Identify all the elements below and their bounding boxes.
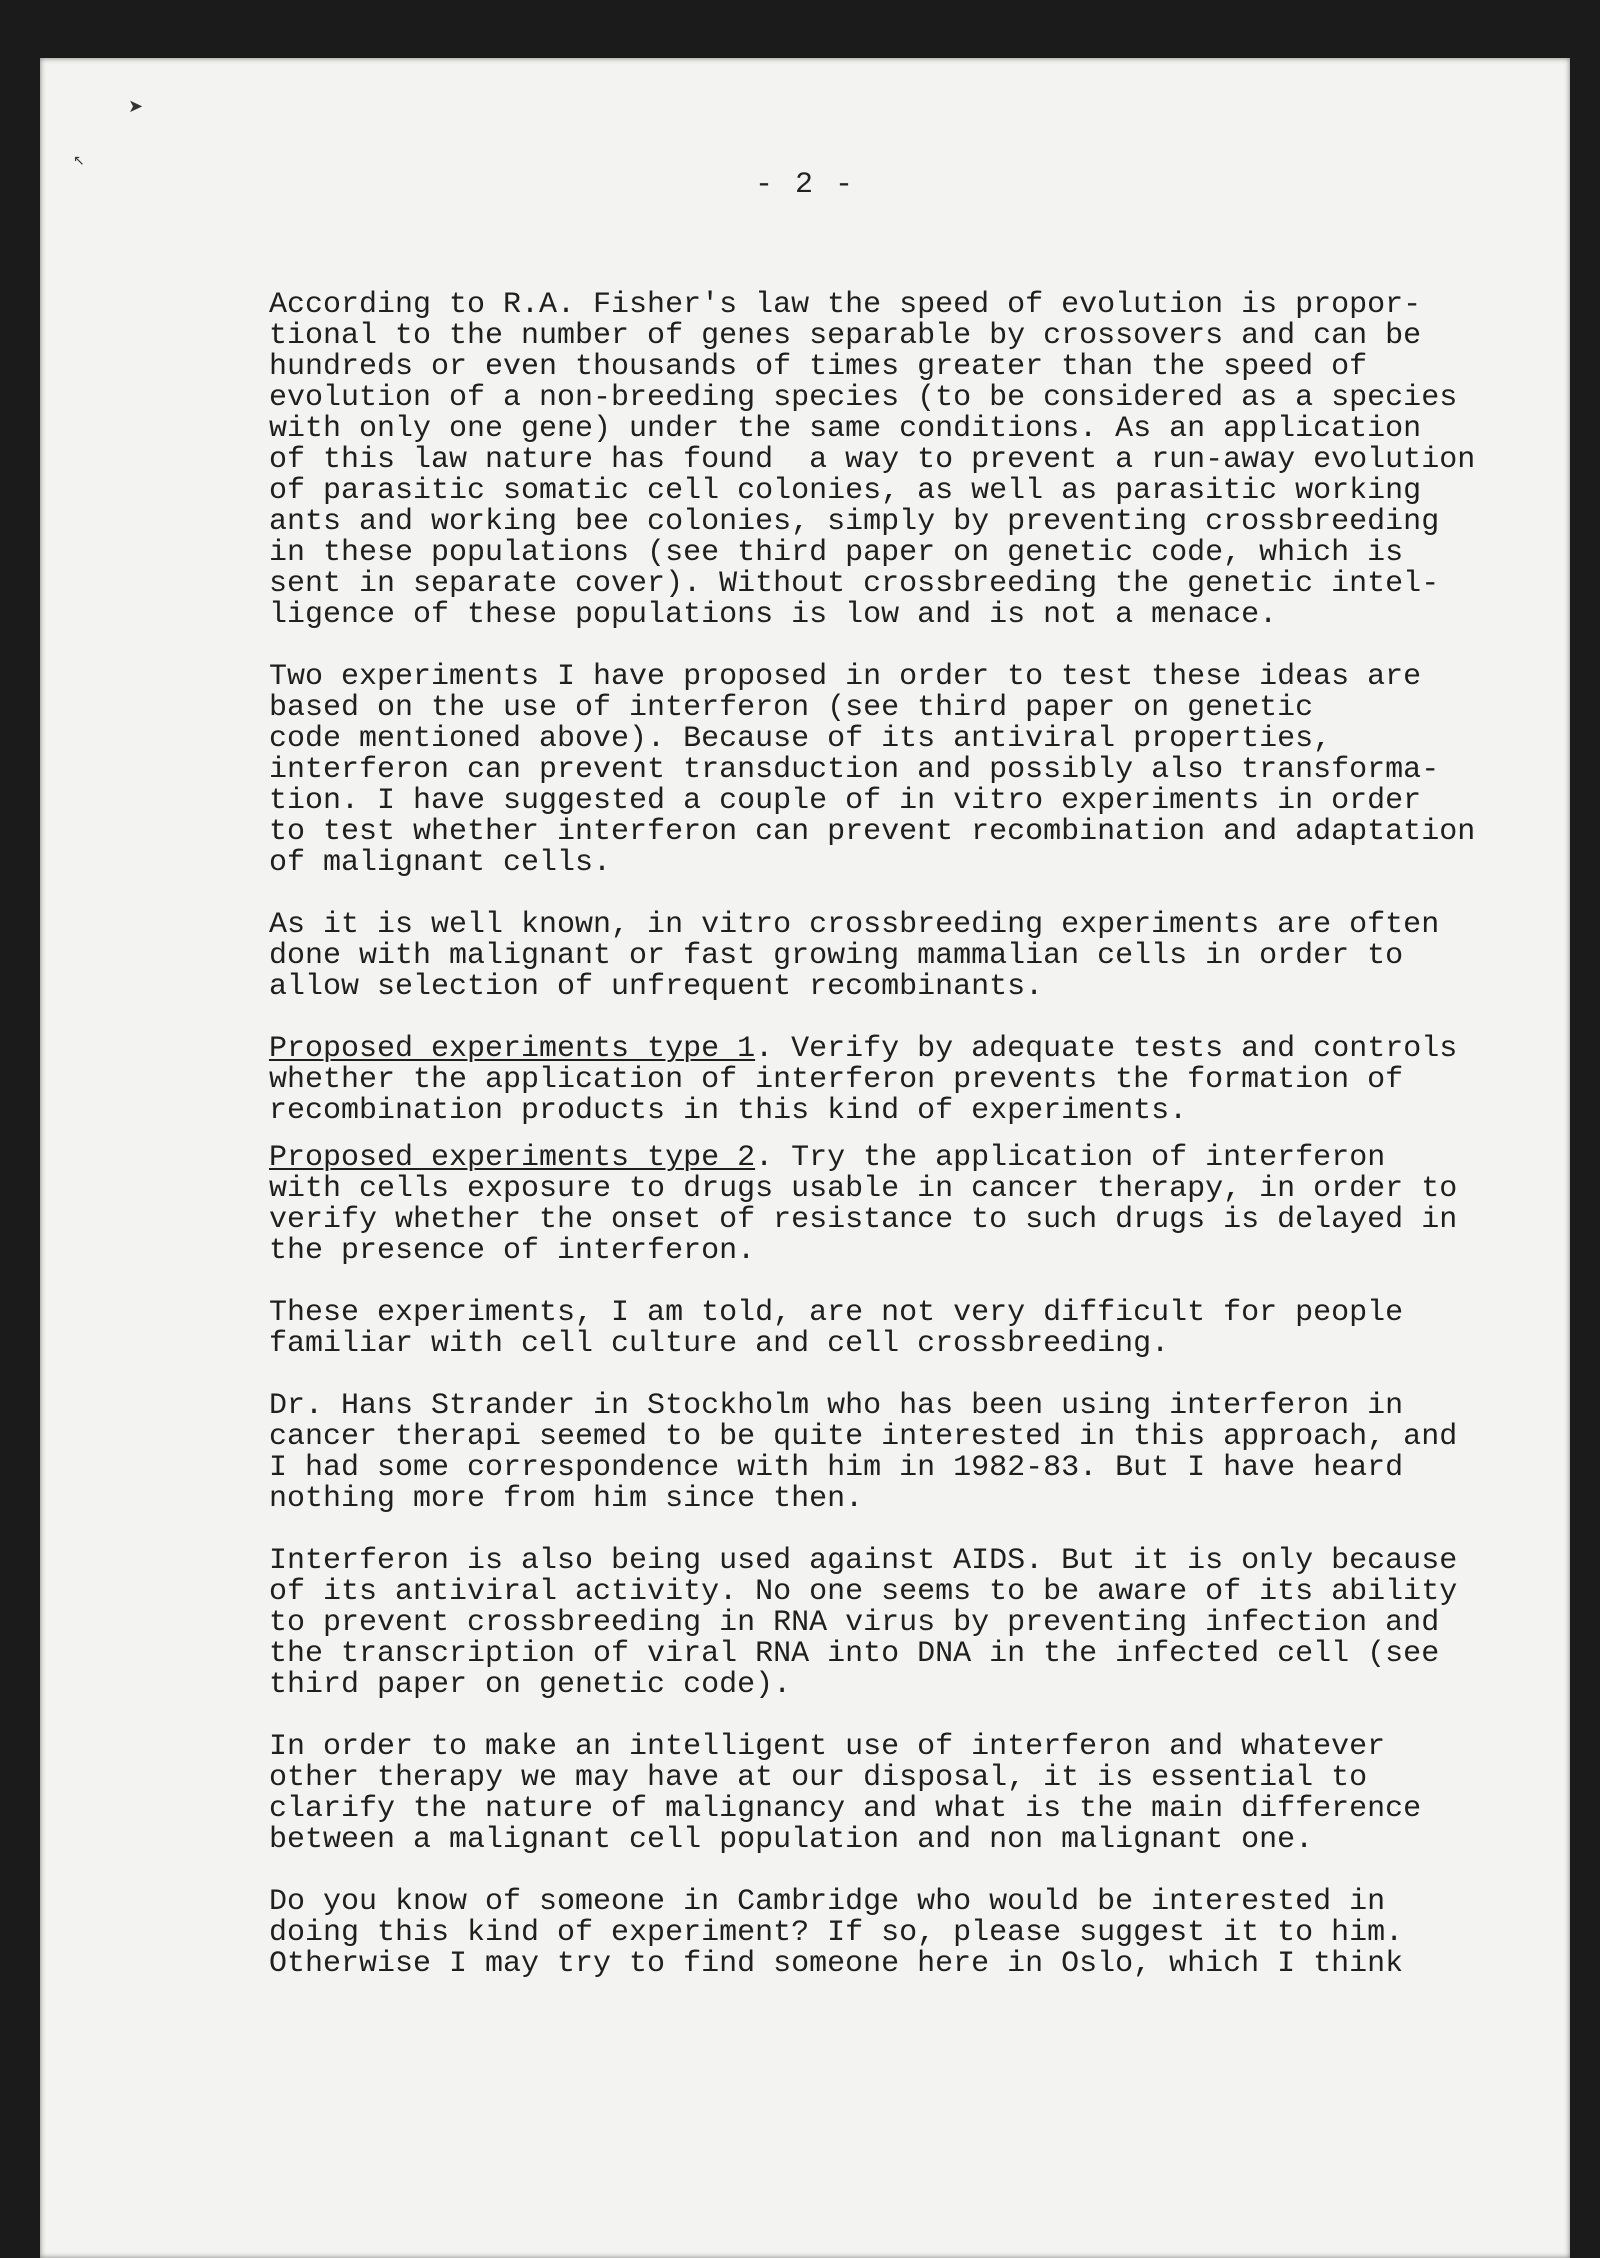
page-number: - 2 - <box>754 168 855 202</box>
text-line: done with malignant or fast growing mammalian cells in order to <box>269 939 1404 973</box>
text-line: of parasitic somatic cell colonies, as well as parasitic working <box>269 474 1422 508</box>
text-line: Do you know of someone in Cambridge who would be interested in <box>269 1885 1386 1919</box>
text-line: clarify the nature of malignancy and what is the main difference <box>269 1792 1422 1826</box>
paragraph-malignancy <box>269 1732 1559 1856</box>
text-line: tion. I have suggested a couple of in vitro experiments in order <box>269 784 1422 818</box>
text-line: doing this kind of experiment? If so, please suggest it to him. <box>269 1916 1404 1950</box>
text-line: of its antiviral activity. No one seems to be aware of its ability <box>269 1575 1458 1609</box>
text-line: recombination products in this kind of experiments. <box>269 1094 1188 1128</box>
text-line: other therapy we may have at our disposal, it is essential to <box>269 1761 1368 1795</box>
text-line: I had some correspondence with him in 1982-83. But I have heard <box>269 1451 1404 1485</box>
text-line: ligence of these populations is low and is not a menace. <box>269 598 1278 632</box>
paragraph-two-experiments <box>269 662 1559 879</box>
experiment-heading: Proposed experiments type 1 <box>269 1032 756 1066</box>
text-line: hundreds or even thousands of times greater than the speed of <box>269 350 1368 384</box>
text-line: These experiments, I am told, are not very difficult for people <box>269 1296 1404 1330</box>
text-line: Otherwise I may try to find someone here in Oslo, which I think <box>269 1947 1404 1981</box>
paragraph-cambridge <box>269 1887 1559 1980</box>
text-line: of malignant cells. <box>269 846 612 880</box>
text-line: tional to the number of genes separable by crossovers and can be <box>269 319 1422 353</box>
text-line: familiar with cell culture and cell crossbreeding. <box>269 1327 1170 1361</box>
text-line: verify whether the onset of resistance to such drugs is delayed in <box>269 1203 1458 1237</box>
heading-rest: . Try the application of interferon <box>755 1141 1386 1175</box>
text-line: nothing more from him since then. <box>269 1482 864 1516</box>
experiment-heading: Proposed experiments type 2 <box>269 1141 756 1175</box>
pencil-mark: ↖ <box>73 153 85 169</box>
text-line <box>269 1143 1559 1174</box>
text-line: Dr. Hans Strander in Stockholm who has been using interferon in <box>269 1389 1404 1423</box>
text-line: evolution of a non-breeding species (to be considered as a species <box>269 381 1458 415</box>
paragraph-strander <box>269 1391 1559 1515</box>
text-line: Interferon is also being used against AIDS. But it is only because <box>269 1544 1458 1578</box>
text-line: interferon can prevent transduction and possibly also transforma- <box>269 753 1440 787</box>
text-line: in these populations (see third paper on genetic code, which is <box>269 536 1404 570</box>
letter-body <box>269 290 1559 1980</box>
text-line: between a malignant cell population and non malignant one. <box>269 1823 1314 1857</box>
paragraph-not-difficult <box>269 1298 1559 1360</box>
text-line: allow selection of unfrequent recombinants. <box>269 970 1044 1004</box>
text-line <box>269 1034 1559 1065</box>
text-line: with cells exposure to drugs usable in cancer therapy, in order to <box>269 1172 1458 1206</box>
staple-mark: ➤ <box>128 96 144 117</box>
text-line: ants and working bee colonies, simply by preventing crossbreeding <box>269 505 1440 539</box>
text-line: to prevent crossbreeding in RNA virus by preventing infection and <box>269 1606 1440 1640</box>
text-line: Two experiments I have proposed in order to test these ideas are <box>269 660 1422 694</box>
text-line: cancer therapi seemed to be quite interested in this approach, and <box>269 1420 1458 1454</box>
text-line: As it is well known, in vitro crossbreeding experiments are often <box>269 908 1440 942</box>
paragraph-in-vitro <box>269 910 1559 1003</box>
text-line: based on the use of interferon (see third paper on genetic <box>269 691 1314 725</box>
letter-page <box>40 58 1570 2258</box>
paragraph-fisher-law <box>269 290 1559 631</box>
text-line: the presence of interferon. <box>269 1234 756 1268</box>
paragraph-experiment-type-1 <box>269 1034 1559 1127</box>
heading-rest: . Verify by adequate tests and controls <box>755 1032 1458 1066</box>
text-line: In order to make an intelligent use of interferon and whatever <box>269 1730 1386 1764</box>
text-line: of this law nature has found a way to prevent a run-away evolution <box>269 443 1476 477</box>
text-line: According to R.A. Fisher's law the speed of evolution is propor- <box>269 288 1422 322</box>
text-line: third paper on genetic code). <box>269 1668 792 1702</box>
text-line: code mentioned above). Because of its antiviral properties, <box>269 722 1332 756</box>
paragraph-aids <box>269 1546 1559 1701</box>
text-line: with only one gene) under the same conditions. As an application <box>269 412 1422 446</box>
text-line: the transcription of viral RNA into DNA in the infected cell (see <box>269 1637 1440 1671</box>
paragraph-experiment-type-2 <box>269 1143 1559 1267</box>
text-line: sent in separate cover). Without crossbreeding the genetic intel- <box>269 567 1440 601</box>
text-line: to test whether interferon can prevent recombination and adaptation <box>269 815 1476 849</box>
text-line: whether the application of interferon prevents the formation of <box>269 1063 1404 1097</box>
